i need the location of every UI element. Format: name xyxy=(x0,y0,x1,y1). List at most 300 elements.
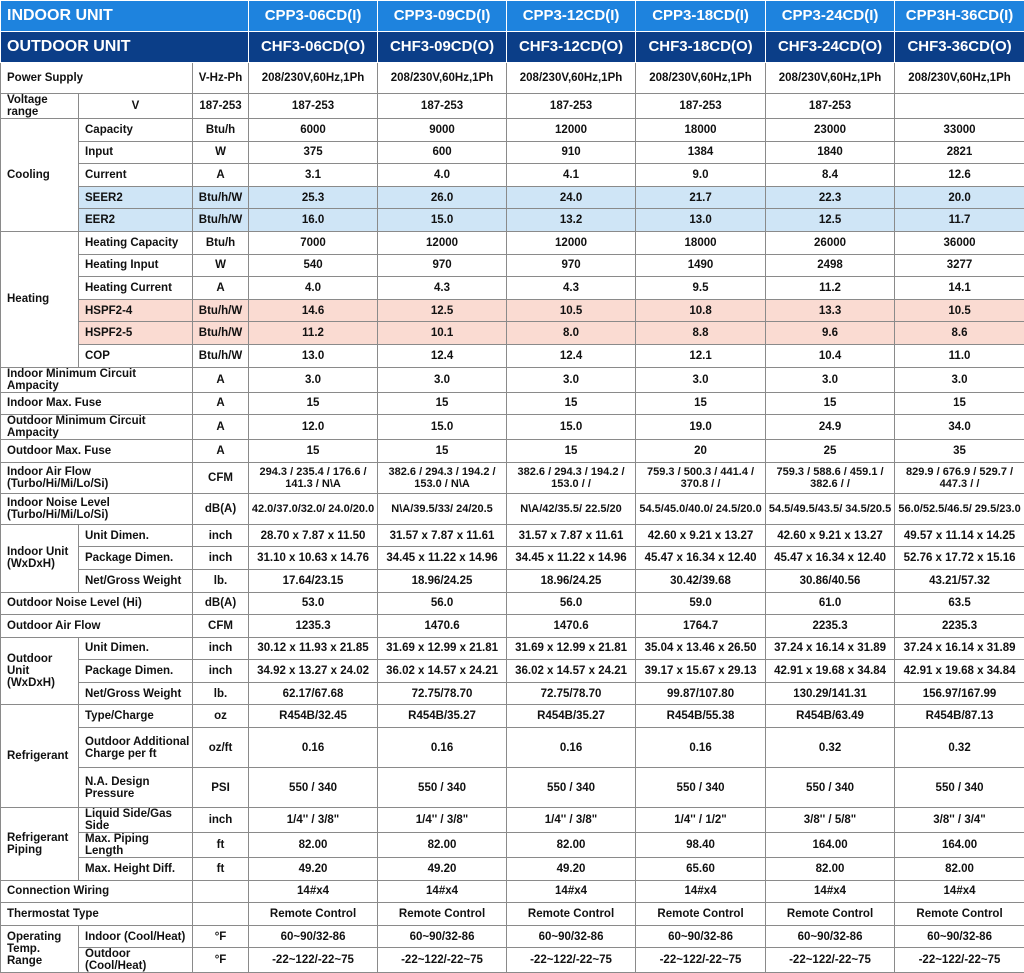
value-cell: 2498 xyxy=(766,254,895,277)
value-cell: R454B/55.38 xyxy=(636,705,766,728)
sub-label: Package Dimen. xyxy=(79,547,193,570)
value-cell: 2821 xyxy=(895,141,1024,164)
value-cell: 20 xyxy=(636,440,766,463)
unit-cell: CFM xyxy=(193,615,249,638)
outdoor-model: CHF3-09CD(O) xyxy=(378,32,507,63)
value-cell: 3/8'' / 5/8" xyxy=(766,808,895,833)
value-cell: 10.5 xyxy=(895,299,1024,322)
value-cell: 3.0 xyxy=(636,367,766,392)
value-cell: 8.6 xyxy=(895,322,1024,345)
value-cell: 14#x4 xyxy=(507,880,636,903)
value-cell: 829.9 / 676.9 / 529.7 / 447.3 / / xyxy=(895,462,1024,493)
value-cell: 0.32 xyxy=(766,728,895,768)
value-cell: 31.57 x 7.87 x 11.61 xyxy=(507,524,636,547)
unit-cell: CFM xyxy=(193,462,249,493)
value-cell: -22~122/-22~75 xyxy=(507,948,636,973)
value-cell: 34.0 xyxy=(895,415,1024,440)
value-cell: 26000 xyxy=(766,231,895,254)
value-cell: 9.0 xyxy=(636,164,766,187)
row-label: Indoor Noise Level (Turbo/Hi/Mi/Lo/Si) xyxy=(1,493,193,524)
value-cell: 52.76 x 17.72 x 15.16 xyxy=(895,547,1024,570)
value-cell: 15 xyxy=(766,392,895,415)
unit-cell: A xyxy=(193,392,249,415)
value-cell: 56.0 xyxy=(378,592,507,615)
group-label: Cooling xyxy=(1,119,79,232)
unit-cell: Btu/h/W xyxy=(193,186,249,209)
value-cell: 550 / 340 xyxy=(895,768,1024,808)
spec-row xyxy=(1,254,1024,277)
spec-row xyxy=(1,948,1024,973)
value-cell: 0.16 xyxy=(378,728,507,768)
value-cell: 1/4'' / 1/2" xyxy=(636,808,766,833)
value-cell: 12.4 xyxy=(507,344,636,367)
unit-cell: ft xyxy=(193,858,249,881)
value-cell: 22.3 xyxy=(766,186,895,209)
value-cell: 34.45 x 11.22 x 14.96 xyxy=(507,547,636,570)
value-cell: 970 xyxy=(507,254,636,277)
value-cell: 56.0 xyxy=(507,592,636,615)
value-cell: 72.75/78.70 xyxy=(378,682,507,705)
outdoor-model: CHF3-18CD(O) xyxy=(636,32,766,63)
outdoor-model: CHF3-06CD(O) xyxy=(249,32,378,63)
value-cell: 970 xyxy=(378,254,507,277)
row-label: Outdoor Minimum Circuit Ampacity xyxy=(1,415,193,440)
value-cell: 12.0 xyxy=(249,415,378,440)
row-label: Indoor Minimum Circuit Ampacity xyxy=(1,367,193,392)
sub-label: Input xyxy=(79,141,193,164)
value-cell: 60~90/32-86 xyxy=(249,925,378,948)
spec-body xyxy=(1,63,1024,973)
value-cell: 10.8 xyxy=(636,299,766,322)
spec-row xyxy=(1,524,1024,547)
spec-row xyxy=(1,705,1024,728)
value-cell: -22~122/-22~75 xyxy=(636,948,766,973)
value-cell: 11.7 xyxy=(895,209,1024,232)
spec-row xyxy=(1,277,1024,300)
group-label: Outdoor Unit (WxDxH) xyxy=(1,637,79,705)
value-cell: N\A/42/35.5/ 22.5/20 xyxy=(507,493,636,524)
value-cell: 54.5/49.5/43.5/ 34.5/20.5 xyxy=(766,493,895,524)
value-cell: 42.60 x 9.21 x 13.27 xyxy=(766,524,895,547)
value-cell: 4.3 xyxy=(378,277,507,300)
value-cell: 9000 xyxy=(378,119,507,142)
spec-row xyxy=(1,231,1024,254)
value-cell: 12.6 xyxy=(895,164,1024,187)
unit-cell: Btu/h xyxy=(193,119,249,142)
spec-row xyxy=(1,415,1024,440)
spec-row xyxy=(1,569,1024,592)
value-cell: 98.40 xyxy=(636,833,766,858)
sub-label: Max. Piping Length xyxy=(79,833,193,858)
sub-label: COP xyxy=(79,344,193,367)
spec-row xyxy=(1,768,1024,808)
value-cell: 12.1 xyxy=(636,344,766,367)
value-cell: 15.0 xyxy=(378,209,507,232)
unit-cell: Btu/h/W xyxy=(193,322,249,345)
value-cell: 18.96/24.25 xyxy=(378,569,507,592)
indoor-model: CPP3-06CD(I) xyxy=(249,1,378,32)
value-cell: 82.00 xyxy=(766,858,895,881)
value-cell: 37.24 x 16.14 x 31.89 xyxy=(766,637,895,660)
value-cell: 3277 xyxy=(895,254,1024,277)
value-cell: 4.1 xyxy=(507,164,636,187)
value-cell: R454B/35.27 xyxy=(507,705,636,728)
value-cell: 187-253 xyxy=(193,94,249,119)
value-cell: 82.00 xyxy=(507,833,636,858)
value-cell: 49.20 xyxy=(507,858,636,881)
outdoor-model: CHF3-36CD(O) xyxy=(895,32,1024,63)
value-cell: 82.00 xyxy=(378,833,507,858)
sub-label: Outdoor Additional Charge per ft xyxy=(79,728,193,768)
spec-row xyxy=(1,660,1024,683)
spec-row xyxy=(1,547,1024,570)
value-cell: -22~122/-22~75 xyxy=(378,948,507,973)
value-cell: 13.2 xyxy=(507,209,636,232)
value-cell: 12000 xyxy=(378,231,507,254)
value-cell: 45.47 x 16.34 x 12.40 xyxy=(636,547,766,570)
value-cell: 13.0 xyxy=(636,209,766,232)
value-cell: 9.6 xyxy=(766,322,895,345)
value-cell: 42.91 x 19.68 x 34.84 xyxy=(766,660,895,683)
value-cell: 14.6 xyxy=(249,299,378,322)
value-cell: 3.0 xyxy=(378,367,507,392)
value-cell: 13.3 xyxy=(766,299,895,322)
value-cell: 0.32 xyxy=(895,728,1024,768)
value-cell: 60~90/32-86 xyxy=(378,925,507,948)
sub-label: Capacity xyxy=(79,119,193,142)
unit-cell: inch xyxy=(193,637,249,660)
unit-cell: inch xyxy=(193,660,249,683)
value-cell: 18000 xyxy=(636,119,766,142)
value-cell: Remote Control xyxy=(636,903,766,926)
unit-cell: dB(A) xyxy=(193,592,249,615)
indoor-model: CPP3-09CD(I) xyxy=(378,1,507,32)
row-label: Indoor Air Flow (Turbo/Hi/Mi/Lo/Si) xyxy=(1,462,193,493)
value-cell: 39.17 x 15.67 x 29.13 xyxy=(636,660,766,683)
row-label: Connection Wiring xyxy=(1,880,193,903)
value-cell: 15 xyxy=(895,392,1024,415)
row-label: Outdoor Noise Level (Hi) xyxy=(1,592,193,615)
unit-cell: °F xyxy=(193,948,249,973)
sub-label: Voltage range xyxy=(1,94,79,119)
value-cell: Remote Control xyxy=(507,903,636,926)
value-cell: R454B/32.45 xyxy=(249,705,378,728)
value-cell: 54.5/45.0/40.0/ 24.5/20.0 xyxy=(636,493,766,524)
value-cell: 19.0 xyxy=(636,415,766,440)
value-cell: 1470.6 xyxy=(378,615,507,638)
value-cell: 382.6 / 294.3 / 194.2 / 153.0 / N\A xyxy=(378,462,507,493)
value-cell: 12.4 xyxy=(378,344,507,367)
value-cell: Remote Control xyxy=(378,903,507,926)
unit-cell xyxy=(193,880,249,903)
value-cell: 61.0 xyxy=(766,592,895,615)
value-cell: 15.0 xyxy=(507,415,636,440)
value-cell: 59.0 xyxy=(636,592,766,615)
unit-cell: A xyxy=(193,415,249,440)
value-cell: Remote Control xyxy=(766,903,895,926)
spec-row xyxy=(1,682,1024,705)
value-cell: 1470.6 xyxy=(507,615,636,638)
value-cell: 1840 xyxy=(766,141,895,164)
value-cell: 208/230V,60Hz,1Ph xyxy=(895,63,1024,94)
unit-cell: V-Hz-Ph xyxy=(193,63,249,94)
value-cell: 7000 xyxy=(249,231,378,254)
sub-label: Heating Capacity xyxy=(79,231,193,254)
value-cell: 208/230V,60Hz,1Ph xyxy=(507,63,636,94)
group-label: Refrigerant Piping xyxy=(1,808,79,881)
value-cell: 14#x4 xyxy=(378,880,507,903)
value-cell: 60~90/32-86 xyxy=(636,925,766,948)
value-cell: 14#x4 xyxy=(249,880,378,903)
unit-cell: inch xyxy=(193,524,249,547)
value-cell: 759.3 / 588.6 / 459.1 / 382.6 / / xyxy=(766,462,895,493)
value-cell: 382.6 / 294.3 / 194.2 / 153.0 / / xyxy=(507,462,636,493)
value-cell: 30.12 x 11.93 x 21.85 xyxy=(249,637,378,660)
value-cell: 99.87/107.80 xyxy=(636,682,766,705)
value-cell: 21.7 xyxy=(636,186,766,209)
value-cell: 30.42/39.68 xyxy=(636,569,766,592)
sub-label: Unit Dimen. xyxy=(79,637,193,660)
value-cell: 1384 xyxy=(636,141,766,164)
value-cell: 10.5 xyxy=(507,299,636,322)
value-cell: 0.16 xyxy=(636,728,766,768)
value-cell: 15 xyxy=(378,440,507,463)
value-cell: 62.17/67.68 xyxy=(249,682,378,705)
value-cell: 4.3 xyxy=(507,277,636,300)
spec-row xyxy=(1,63,1024,94)
spec-row xyxy=(1,344,1024,367)
unit-cell: W xyxy=(193,141,249,164)
unit-cell: dB(A) xyxy=(193,493,249,524)
value-cell: 26.0 xyxy=(378,186,507,209)
value-cell: 208/230V,60Hz,1Ph xyxy=(378,63,507,94)
spec-row xyxy=(1,903,1024,926)
unit-cell: A xyxy=(193,277,249,300)
value-cell: 15.0 xyxy=(378,415,507,440)
indoor-model: CPP3-24CD(I) xyxy=(766,1,895,32)
value-cell: 4.0 xyxy=(378,164,507,187)
value-cell: 15 xyxy=(636,392,766,415)
value-cell: 82.00 xyxy=(249,833,378,858)
value-cell: 208/230V,60Hz,1Ph xyxy=(249,63,378,94)
spec-row xyxy=(1,299,1024,322)
unit-cell: inch xyxy=(193,808,249,833)
value-cell: 208/230V,60Hz,1Ph xyxy=(766,63,895,94)
row-label: Outdoor Air Flow xyxy=(1,615,193,638)
unit-cell: W xyxy=(193,254,249,277)
sub-label: Net/Gross Weight xyxy=(79,569,193,592)
value-cell: 3.0 xyxy=(249,367,378,392)
unit-cell: Btu/h xyxy=(193,231,249,254)
value-cell: 3.0 xyxy=(766,367,895,392)
value-cell: 14.1 xyxy=(895,277,1024,300)
value-cell: 910 xyxy=(507,141,636,164)
indoor-model: CPP3H-36CD(I) xyxy=(895,1,1024,32)
sub-label: Outdoor (Cool/Heat) xyxy=(79,948,193,973)
spec-row xyxy=(1,392,1024,415)
value-cell: 550 / 340 xyxy=(636,768,766,808)
unit-cell: Btu/h/W xyxy=(193,299,249,322)
value-cell: 18.96/24.25 xyxy=(507,569,636,592)
sub-label: Unit Dimen. xyxy=(79,524,193,547)
value-cell: 10.4 xyxy=(766,344,895,367)
spec-row xyxy=(1,322,1024,345)
indoor-model: CPP3-18CD(I) xyxy=(636,1,766,32)
value-cell: Remote Control xyxy=(895,903,1024,926)
value-cell: -22~122/-22~75 xyxy=(249,948,378,973)
unit-cell: oz/ft xyxy=(193,728,249,768)
row-label: Power Supply xyxy=(1,63,193,94)
outdoor-header-row xyxy=(1,32,1024,63)
value-cell: 11.2 xyxy=(249,322,378,345)
value-cell: 11.0 xyxy=(895,344,1024,367)
sub-label: Heating Input xyxy=(79,254,193,277)
value-cell: 15 xyxy=(507,392,636,415)
value-cell: 24.0 xyxy=(507,186,636,209)
unit-cell xyxy=(193,903,249,926)
sub-label: Type/Charge xyxy=(79,705,193,728)
value-cell: 82.00 xyxy=(895,858,1024,881)
value-cell: 23000 xyxy=(766,119,895,142)
value-cell: 15 xyxy=(249,392,378,415)
spec-row xyxy=(1,833,1024,858)
unit-cell: Btu/h/W xyxy=(193,209,249,232)
value-cell: 33000 xyxy=(895,119,1024,142)
value-cell: 18000 xyxy=(636,231,766,254)
value-cell: 35 xyxy=(895,440,1024,463)
value-cell: Remote Control xyxy=(249,903,378,926)
spec-row xyxy=(1,141,1024,164)
value-cell: 49.57 x 11.14 x 14.25 xyxy=(895,524,1024,547)
spec-row xyxy=(1,592,1024,615)
value-cell: 14#x4 xyxy=(766,880,895,903)
value-cell: -22~122/-22~75 xyxy=(766,948,895,973)
value-cell: 550 / 340 xyxy=(766,768,895,808)
value-cell: 3/8'' / 3/4" xyxy=(895,808,1024,833)
value-cell: 37.24 x 16.14 x 31.89 xyxy=(895,637,1024,660)
value-cell: 36.02 x 14.57 x 24.21 xyxy=(507,660,636,683)
value-cell: 30.86/40.56 xyxy=(766,569,895,592)
value-cell: 1490 xyxy=(636,254,766,277)
value-cell: 25 xyxy=(766,440,895,463)
value-cell: 1/4'' / 3/8" xyxy=(507,808,636,833)
unit-cell: lb. xyxy=(193,569,249,592)
value-cell: 1764.7 xyxy=(636,615,766,638)
value-cell: 49.20 xyxy=(378,858,507,881)
sub-label: Liquid Side/Gas Side xyxy=(79,808,193,833)
group-label: Refrigerant xyxy=(1,705,79,808)
spec-row xyxy=(1,164,1024,187)
value-cell: 20.0 xyxy=(895,186,1024,209)
value-cell: N\A/39.5/33/ 24/20.5 xyxy=(378,493,507,524)
value-cell: 1/4'' / 3/8" xyxy=(249,808,378,833)
row-label: Indoor Max. Fuse xyxy=(1,392,193,415)
spec-row xyxy=(1,925,1024,948)
value-cell: 3.0 xyxy=(507,367,636,392)
spec-row xyxy=(1,493,1024,524)
unit-cell: PSI xyxy=(193,768,249,808)
value-cell: 15 xyxy=(507,440,636,463)
value-cell: 294.3 / 235.4 / 176.6 / 141.3 / N\A xyxy=(249,462,378,493)
value-cell: 31.69 x 12.99 x 21.81 xyxy=(378,637,507,660)
value-cell: 43.21/57.32 xyxy=(895,569,1024,592)
value-cell: 187-253 xyxy=(249,94,378,119)
value-cell: 10.1 xyxy=(378,322,507,345)
unit-cell: inch xyxy=(193,547,249,570)
value-cell: 14#x4 xyxy=(636,880,766,903)
row-label: Outdoor Max. Fuse xyxy=(1,440,193,463)
value-cell: 187-253 xyxy=(766,94,895,119)
sub-label: N.A. Design Pressure xyxy=(79,768,193,808)
value-cell: 12.5 xyxy=(766,209,895,232)
spec-row xyxy=(1,94,1024,119)
value-cell: 53.0 xyxy=(249,592,378,615)
sub-label: SEER2 xyxy=(79,186,193,209)
unit-cell: A xyxy=(193,164,249,187)
value-cell: 6000 xyxy=(249,119,378,142)
outdoor-unit-label: OUTDOOR UNIT xyxy=(1,32,249,63)
value-cell: 36.02 x 14.57 x 24.21 xyxy=(378,660,507,683)
value-cell: 540 xyxy=(249,254,378,277)
sub-label: HSPF2-5 xyxy=(79,322,193,345)
spec-row xyxy=(1,808,1024,833)
value-cell: 28.70 x 7.87 x 11.50 xyxy=(249,524,378,547)
value-cell: 12000 xyxy=(507,231,636,254)
sub-label: HSPF2-4 xyxy=(79,299,193,322)
value-cell: 31.57 x 7.87 x 11.61 xyxy=(378,524,507,547)
value-cell: 60~90/32-86 xyxy=(507,925,636,948)
value-cell: 24.9 xyxy=(766,415,895,440)
indoor-header-row xyxy=(1,1,1024,32)
group-label: Heating xyxy=(1,231,79,367)
value-cell: 8.8 xyxy=(636,322,766,345)
value-cell: 600 xyxy=(378,141,507,164)
value-cell: 72.75/78.70 xyxy=(507,682,636,705)
unit-cell: lb. xyxy=(193,682,249,705)
value-cell: R454B/87.13 xyxy=(895,705,1024,728)
group-label: Operating Temp. Range xyxy=(1,925,79,973)
value-cell: 31.10 x 10.63 x 14.76 xyxy=(249,547,378,570)
value-cell: -22~122/-22~75 xyxy=(895,948,1024,973)
value-cell: 187-253 xyxy=(507,94,636,119)
group-label: Indoor Unit (WxDxH) xyxy=(1,524,79,592)
value-cell: R454B/63.49 xyxy=(766,705,895,728)
unit-cell: A xyxy=(193,440,249,463)
value-cell: 13.0 xyxy=(249,344,378,367)
spec-row xyxy=(1,440,1024,463)
value-cell: 15 xyxy=(378,392,507,415)
value-cell: 60~90/32-86 xyxy=(766,925,895,948)
value-cell: R454B/35.27 xyxy=(378,705,507,728)
value-cell: 12000 xyxy=(507,119,636,142)
value-cell: 759.3 / 500.3 / 441.4 / 370.8 / / xyxy=(636,462,766,493)
unit-cell: ft xyxy=(193,833,249,858)
value-cell: 65.60 xyxy=(636,858,766,881)
spec-row xyxy=(1,615,1024,638)
spec-row xyxy=(1,880,1024,903)
spec-row xyxy=(1,858,1024,881)
sub-label: Indoor (Cool/Heat) xyxy=(79,925,193,948)
value-cell: 1235.3 xyxy=(249,615,378,638)
unit-cell: oz xyxy=(193,705,249,728)
value-cell: 3.1 xyxy=(249,164,378,187)
value-cell: 156.97/167.99 xyxy=(895,682,1024,705)
row-label: Thermostat Type xyxy=(1,903,193,926)
value-cell: 0.16 xyxy=(249,728,378,768)
spec-row xyxy=(1,728,1024,768)
spec-row xyxy=(1,186,1024,209)
sub-label: Max. Height Diff. xyxy=(79,858,193,881)
